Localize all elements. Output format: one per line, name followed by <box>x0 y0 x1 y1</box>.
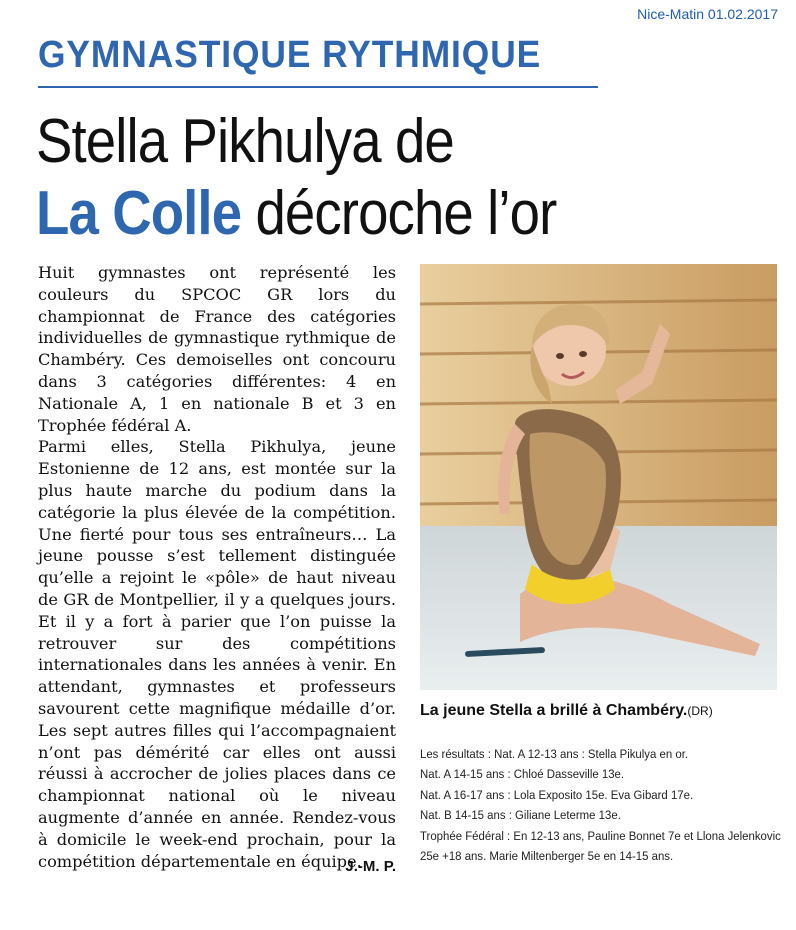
article-body <box>38 262 396 872</box>
result-line: Nat. A 16-17 ans : Lola Exposito 15e. Eva Gibard 17e. <box>420 787 694 802</box>
gymnast-photo <box>420 264 777 690</box>
results-box <box>420 744 780 866</box>
section-rubric: GYMNASTIQUE RYTHMIQUE <box>38 34 542 76</box>
rubric-underline <box>38 86 598 88</box>
headline-line-2 <box>36 180 556 248</box>
photo-credit: (DR) <box>687 704 713 718</box>
source-label: Nice-Matin 01.02.2017 <box>637 6 778 22</box>
headline-line-2-rest: décroche l’or <box>241 179 557 248</box>
headline-line-1: Stella Pikhulya de <box>36 107 454 176</box>
article-paragraph-1: Huit gymnastes ont représenté les couleurs du SPCOC GR lors du championnat de France des catégories individuelles de gymnastique rythmique de Chambéry. Ces demoiselles ont concouru dans 3 catégories différentes: 4 en Nationale A, 1 en nationale B et 3 en Trophée fédéral A. <box>38 263 396 435</box>
headline-place: La Colle <box>36 179 242 248</box>
result-line: Les résultats : Nat. A 12-13 ans : Stella Pikulya en or. <box>420 747 689 761</box>
result-line: Trophée Fédéral : En 12-13 ans, Pauline Bonnet 7e et Llona Jelenkovic <box>420 828 781 843</box>
article-paragraph-2: Parmi elles, Stella Pikhulya, jeune Estonienne de 12 ans, est montée sur la plus haute marche du podium dans la catégorie la plus élevée de la compétition. Une fierté pour tous ses entraîneurs… La jeune pousse s’est tellement distinguée qu’elle a rejoint le «pôle» de haut niveau de GR de Montpellier, il y a quelques jours. Et il y a fort à parier que l’on puisse la retrouver sur des compétitions internationales dans les années à venir. En attendant, gymnastes et professeurs savourent cette magnifique médaille d’or. Les sept autres filles qui l’accompagnaient n’ont pas démérité car elles ont aussi réussi à accrocher de jolies places dans ce championnat national où le niveau augmente d’année en année. Rendez-vous à domicile le week-end prochain, pour la compétition départementale en équipe. <box>38 437 396 871</box>
result-line: Nat. B 14-15 ans : Giliane Leterme 13e. <box>420 808 621 823</box>
byline: J.-M. P. <box>345 858 396 875</box>
result-line: Nat. A 14-15 ans : Chloé Dasseville 13e. <box>420 767 625 782</box>
caption-text: La jeune Stella a brillé à Chambéry. <box>420 702 688 719</box>
result-line: 25e +18 ans. Marie Miltenberger 5e en 14-15 ans. <box>420 849 674 864</box>
gymnast-illustration <box>420 264 777 690</box>
photo-caption <box>420 702 780 720</box>
